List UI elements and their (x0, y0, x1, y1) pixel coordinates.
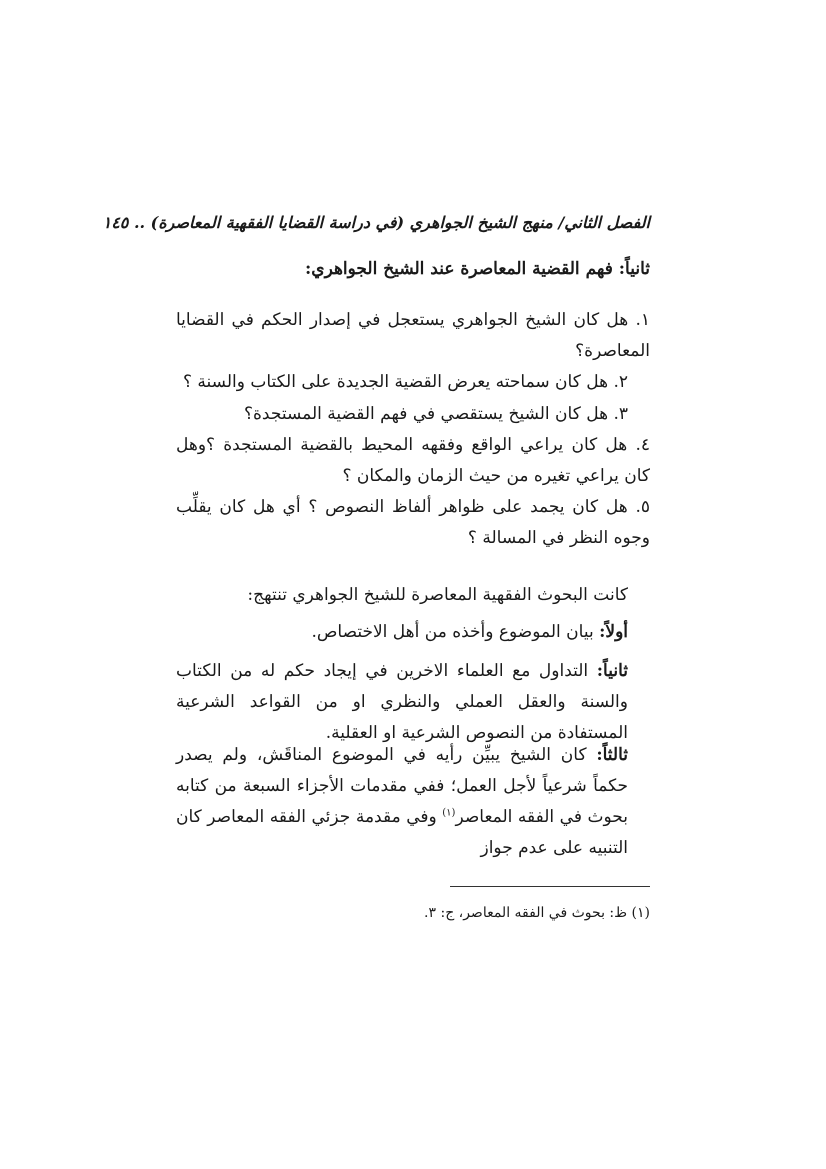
footnote-divider (450, 886, 650, 887)
point-first-lead: أولاً: (599, 622, 628, 642)
footnote-reference[interactable]: (١) (442, 807, 456, 819)
point-first (176, 617, 650, 648)
point-second (176, 656, 650, 749)
question-2: ٢. هل كان سماحته يعرض القضية الجديدة على الكتاب والسنة ؟ (183, 372, 628, 392)
point-third-continuation: وفي مقدمة جزئي الفقه المعاصر كان التنبيه على عدم جواز (176, 807, 628, 858)
question-5: ٥. هل كان يجمد على ظواهر ألفاظ النصوص ؟ أي هل كان يقلِّب وجوه النظر في المسالة ؟ (176, 497, 650, 548)
question-1: ١. هل كان الشيخ الجواهري يستعجل في إصدار الحكم في القضايا المعاصرة؟ (176, 310, 650, 361)
section-title: ثانياً: فهم القضية المعاصرة عند الشيخ الجواهري: (304, 259, 650, 279)
point-third (176, 740, 650, 864)
intro-paragraph: كانت البحوث الفقهية المعاصرة للشيخ الجواهري تنتهج: (247, 585, 628, 605)
point-second-text: التداول مع العلماء الاخرين في إيجاد حكم له من الكتاب والسنة والعقل العملي والنظري او من القواعد الشرعية المستفادة من النصوص الشرعية او العقلية. (176, 661, 628, 743)
point-second-lead: ثانياً: (596, 661, 628, 681)
question-4: ٤. هل كان يراعي الواقع وفقهه المحيط بالقضية المستجدة ؟وهل كان يراعي تغيره من حيث الزمان والمكان ؟ (176, 435, 650, 486)
point-third-lead: ثالثاً: (596, 745, 628, 765)
question-3: ٣. هل كان الشيخ يستقصي في فهم القضية المستجدة؟ (244, 404, 628, 424)
point-third-text: كان الشيخ يبيِّن رأيه في الموضوع المناقَش، ولم يصدر حكماً شرعياً لأجل العمل؛ ففي مقدمات الأجزاء السبعة من كتابه بحوث في الفقه المعاصر (176, 745, 628, 827)
running-head: الفصل الثاني/ منهج الشيخ الجواهري (في دراسة القضايا الفقهية المعاصرة) .. ١٤٥ (102, 213, 650, 232)
point-first-text: بيان الموضوع وأخذه من أهل الاختصاص. (311, 622, 600, 642)
footnote: (١) ظ: بحوث في الفقه المعاصر، ج: ٣. (424, 905, 650, 921)
